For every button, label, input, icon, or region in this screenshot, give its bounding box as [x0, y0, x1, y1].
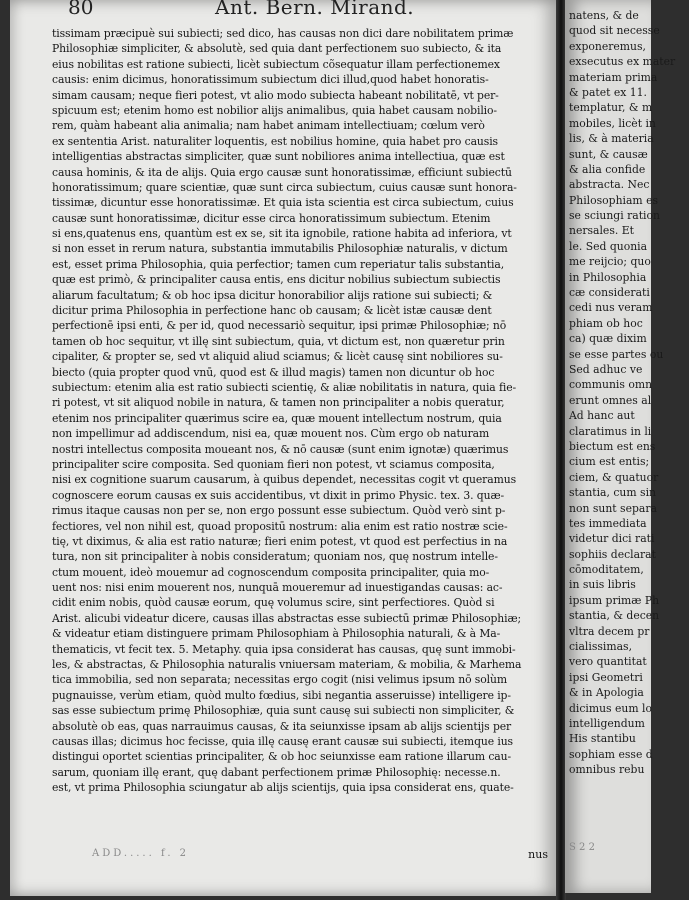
text-line: thematicis, vt fecit tex. 5. Metaphy. quia ipsa considerat has causas, quę sunt immobi-: [52, 642, 516, 656]
text-line: etenim nos principaliter quærimus scire ea, quæ mouent intellectum nostrum, quia: [52, 411, 502, 425]
text-line: ipsum primæ Ph: [569, 593, 660, 607]
text-line: mobiles, licèt in: [569, 116, 656, 130]
text-line: causa hominis, & ita de alijs. Quia ergo causæ sunt honoratissimæ, efficiunt subiectū: [52, 165, 512, 179]
text-line: & patet ex 11.: [569, 85, 647, 99]
text-line: ex sententia Arist. naturaliter loquentis, est nobilius homine, quia habet pro causis: [52, 134, 498, 148]
text-line: ipsi Geometri: [569, 670, 643, 684]
text-line: se sciungi ration: [569, 209, 660, 223]
text-line: rem, quàm habeant alia animalia; nam habet animam intellectiuam; cœlum verò: [52, 119, 485, 133]
text-line: stantia, cum sin: [569, 486, 656, 500]
text-line: se esse partes ou: [569, 347, 664, 361]
text-line: cōmoditatem,: [569, 563, 644, 577]
text-line: vltra decem pr: [569, 624, 650, 638]
text-line: ri potest, vt sit aliquod nobile in natura, & tamen non principaliter a nobis queratur,: [52, 396, 505, 410]
text-line: vero quantitat: [569, 655, 647, 669]
text-line: ca) quæ dixim: [569, 332, 647, 346]
text-line: cialissimas,: [569, 640, 633, 654]
text-line: si non esset in rerum natura, substantia immutabilis Philosophiæ naturalis, v dictum: [52, 242, 508, 256]
header-title: Ant. Bern. Mirand.: [215, 0, 415, 19]
left-page-body-text: [52, 26, 552, 796]
text-line: est, esset prima Philosophia, quia perfectior; tamen cum reperiatur talis substantia,: [52, 257, 505, 271]
text-line: ciem, & quatuor: [569, 470, 659, 484]
text-line: stantia, & decen: [569, 609, 660, 623]
text-line: & videatur etiam distinguere primam Philosophiam à Philosophia naturali, & à Ma-: [52, 627, 501, 641]
page-number: 80: [68, 0, 94, 19]
text-line: tica immobilia, sed non separata; necessitas ergo cogit (nisi velimus ipsum nō solùm: [52, 673, 507, 687]
text-line: templatur, & m: [569, 101, 653, 115]
text-line: sunt, & causæ: [569, 147, 648, 161]
text-line: videtur dici rati: [569, 532, 655, 546]
text-line: est, vt prima Philosophia sciungatur ab alijs scientijs, quia ipsa considerat ens, quate-: [52, 781, 514, 795]
text-line: tura, non sit principaliter à nobis consideratum; quoniam nos, quę nostrum intelle-: [52, 550, 498, 564]
text-line: exsecutus ex mater: [569, 55, 676, 69]
text-line: me reijcio; quo: [569, 255, 651, 269]
text-line: in suis libris: [569, 578, 636, 592]
right-page: [565, 0, 676, 893]
text-line: cium est entis;: [569, 455, 650, 469]
text-line: sophiam esse d: [569, 747, 653, 761]
text-line: aliarum facultatum; & ob hoc ipsa dicitur honorabilior alijs ratione sui subiecti; &: [52, 288, 493, 302]
text-line: dicimus eum lo: [569, 701, 652, 715]
text-line: materiam prima: [569, 70, 658, 84]
text-line: biecto (quia propter quod vnū, quod est & illud magis) tamen non dicuntur ob hoc: [52, 365, 495, 379]
text-line: fectiores, vel non nihil est, quoad propositū nostrum: alia enim est ratio nostræ scie-: [52, 519, 508, 533]
text-line: Arist. alicubi videatur dicere, causas illas abstractas esse subiectū primæ Philosophiæ;: [52, 611, 522, 625]
text-line: causæ sunt honoratissimæ, dicitur esse circa honoratissimum subiectum. Etenim: [52, 211, 491, 225]
text-line: causas illas; dicimus hoc fecisse, quia illę causę erant causæ sui subiecti, itemque ius: [52, 734, 514, 748]
text-line: lis, & à materia: [569, 132, 654, 146]
text-line: principaliter scire composita. Sed quoniam fieri non potest, vt sciamus composita,: [52, 457, 495, 471]
text-line: tes immediata: [569, 516, 647, 530]
text-line: Ad hanc aut: [569, 409, 635, 423]
text-line: perfectionē ipsi enti, & per id, quod necessariò sequitur, ipsi primæ Philosophiæ; nō: [52, 319, 507, 333]
text-line: sas esse subiectum primę Philosophiæ, quia sunt causę sui subiecti non simpliciter, &: [52, 704, 515, 718]
text-line: eius nobilitas est ratione subiecti, licèt subiectum cõsequatur illam perfectionemex: [52, 57, 500, 71]
catchword: nus: [528, 848, 548, 861]
text-line: causis: enim dicimus, honoratissimum subiectum dici illud,quod habet honoratis-: [52, 73, 489, 87]
text-line: Philosophiam es: [569, 193, 659, 207]
text-line: quæ est primò, & principaliter causa entis, ens dicitur nobilius subiectum subiectis: [52, 273, 501, 287]
text-line: distingui oportet scientias principaliter, & ob hoc seiunxisse eam ratione illarum cau-: [52, 750, 512, 764]
text-line: natens, & de: [569, 9, 639, 22]
text-line: communis omn: [569, 378, 653, 392]
text-line: in Philosophia: [569, 270, 647, 284]
text-line: non sunt separa: [569, 501, 657, 515]
text-line: cedi nus veram: [569, 301, 653, 315]
text-line: biectum est ens: [569, 439, 656, 453]
text-line: Sed adhuc ve: [569, 362, 643, 376]
text-line: non impellimur ad addiscendum, nisi ea, quæ mouent nos. Cùm ergo ob naturam: [52, 427, 490, 441]
text-line: dicitur prima Philosophia in perfectione hanc ob causam; & licèt istæ causæ dent: [52, 304, 492, 318]
text-line: Philosophiæ simpliciter, & absolutè, sed quia dant perfectionem suo subiecto, & ita: [52, 42, 502, 56]
text-line: intelligentias abstractas simpliciter, quæ sunt nobiliores anima intellectiua, quæ est: [52, 150, 505, 164]
footer-marks: ADD..... f. 2: [92, 848, 190, 859]
text-line: cognoscere eorum causas ex suis accidentibus, vt dixit in primo Physic. tex. 3. quæ-: [52, 488, 505, 502]
text-line: intelligendum: [569, 716, 645, 730]
text-line: simam causam; neque fieri potest, vt alio modo subiecta habeant nobilitatē, vt per-: [52, 88, 499, 102]
text-line: & in Apologia: [569, 686, 644, 700]
text-line: nisi ex cognitione suarum causarum, à quibus dependet, necessitas cogit vt queramus: [52, 473, 517, 487]
running-head: [10, 0, 558, 19]
text-line: si ens,quatenus ens, quantùm est ex se, sit ita ignobile, ratione habita ad inferiora, vt: [52, 227, 512, 241]
text-line: His stantibu: [569, 732, 636, 746]
text-line: rimus itaque causas non per se, non ergo possunt esse subiectum. Quòd verò sint p-: [52, 504, 506, 518]
text-line: cæ considerati: [569, 286, 650, 300]
text-line: ctum mouent, ideò mouemur ad cognoscendum composita principaliter, quia mo-: [52, 565, 490, 579]
text-line: tissimam præcipuè sui subiecti; sed dico, has causas non dici dare nobilitatem primæ: [52, 27, 514, 40]
text-line: pugnauisse, verùm etiam, quòd multo fœdius, sibi negantia asseruisse) intelligere ip-: [52, 688, 511, 702]
text-line: le. Sed quonia: [569, 239, 648, 253]
text-line: cipaliter, & propter se, sed vt aliquid aliud sciamus; & licèt causę sint nobiliores su-: [52, 350, 503, 364]
text-line: subiectum: etenim alia est ratio subiecti scientię, & aliæ nobilitatis in natura, quia fie-: [52, 380, 517, 394]
text-line: spicuum est; etenim homo est nobilior alijs animalibus, quia habet causam nobilio-: [52, 103, 497, 117]
text-line: exponeremus,: [569, 39, 646, 53]
text-line: sarum, quoniam illę erant, quę dabant perfectionem primæ Philosophię: necesse.n.: [52, 765, 501, 779]
text-line: tię, vt diximus, & alia est ratio naturæ; fieri enim potest, vt quod est perfectius in na: [52, 534, 508, 548]
text-line: phiam ob hoc: [569, 316, 643, 330]
text-line: erunt omnes al: [569, 393, 652, 407]
text-line: abstracta. Nec: [569, 178, 650, 192]
text-line: nostri intellectus composita moueant nos, & nō causæ (sunt enim ignotæ) quærimus: [52, 442, 509, 456]
text-line: les, & abstractas, & Philosophia naturalis vniuersam materiam, & mobilia, & Marhema: [52, 658, 522, 672]
text-line: tissimæ, dicuntur esse honoratissimæ. Et quia ista scientia est circa subiectum, cuius: [52, 196, 514, 210]
right-page-body-text: [569, 8, 689, 778]
text-line: nersales. Et: [569, 224, 634, 238]
left-page: [10, 0, 558, 896]
text-line: absolutè ob eas, quas narrauimus causas, & ita seiunxisse ipsam ab alijs scientijs per: [52, 719, 512, 733]
right-page-footer: S 2 2: [569, 842, 595, 853]
text-line: uent nos: nisi enim mouerent nos, nunquā moueremur ad inuestigandas causas: ac-: [52, 581, 503, 595]
text-line: claratimus in li: [569, 424, 652, 438]
text-line: tamen ob hoc sequitur, vt illę sint subiectum, quia, vt dictum est, non quæretur prin: [52, 334, 505, 348]
text-line: quod sit necesse: [569, 24, 660, 38]
text-line: cidit enim nobis, quòd causæ eorum, quę volumus scire, sint perfectiores. Quòd si: [52, 596, 495, 610]
text-line: omnibus rebu: [569, 763, 645, 777]
text-line: & alia confide: [569, 162, 646, 176]
text-line: sophiis declarat: [569, 547, 656, 561]
text-line: honoratissimum; quare scientiæ, quæ sunt circa subiectum, cuius causæ sunt honora-: [52, 180, 517, 194]
